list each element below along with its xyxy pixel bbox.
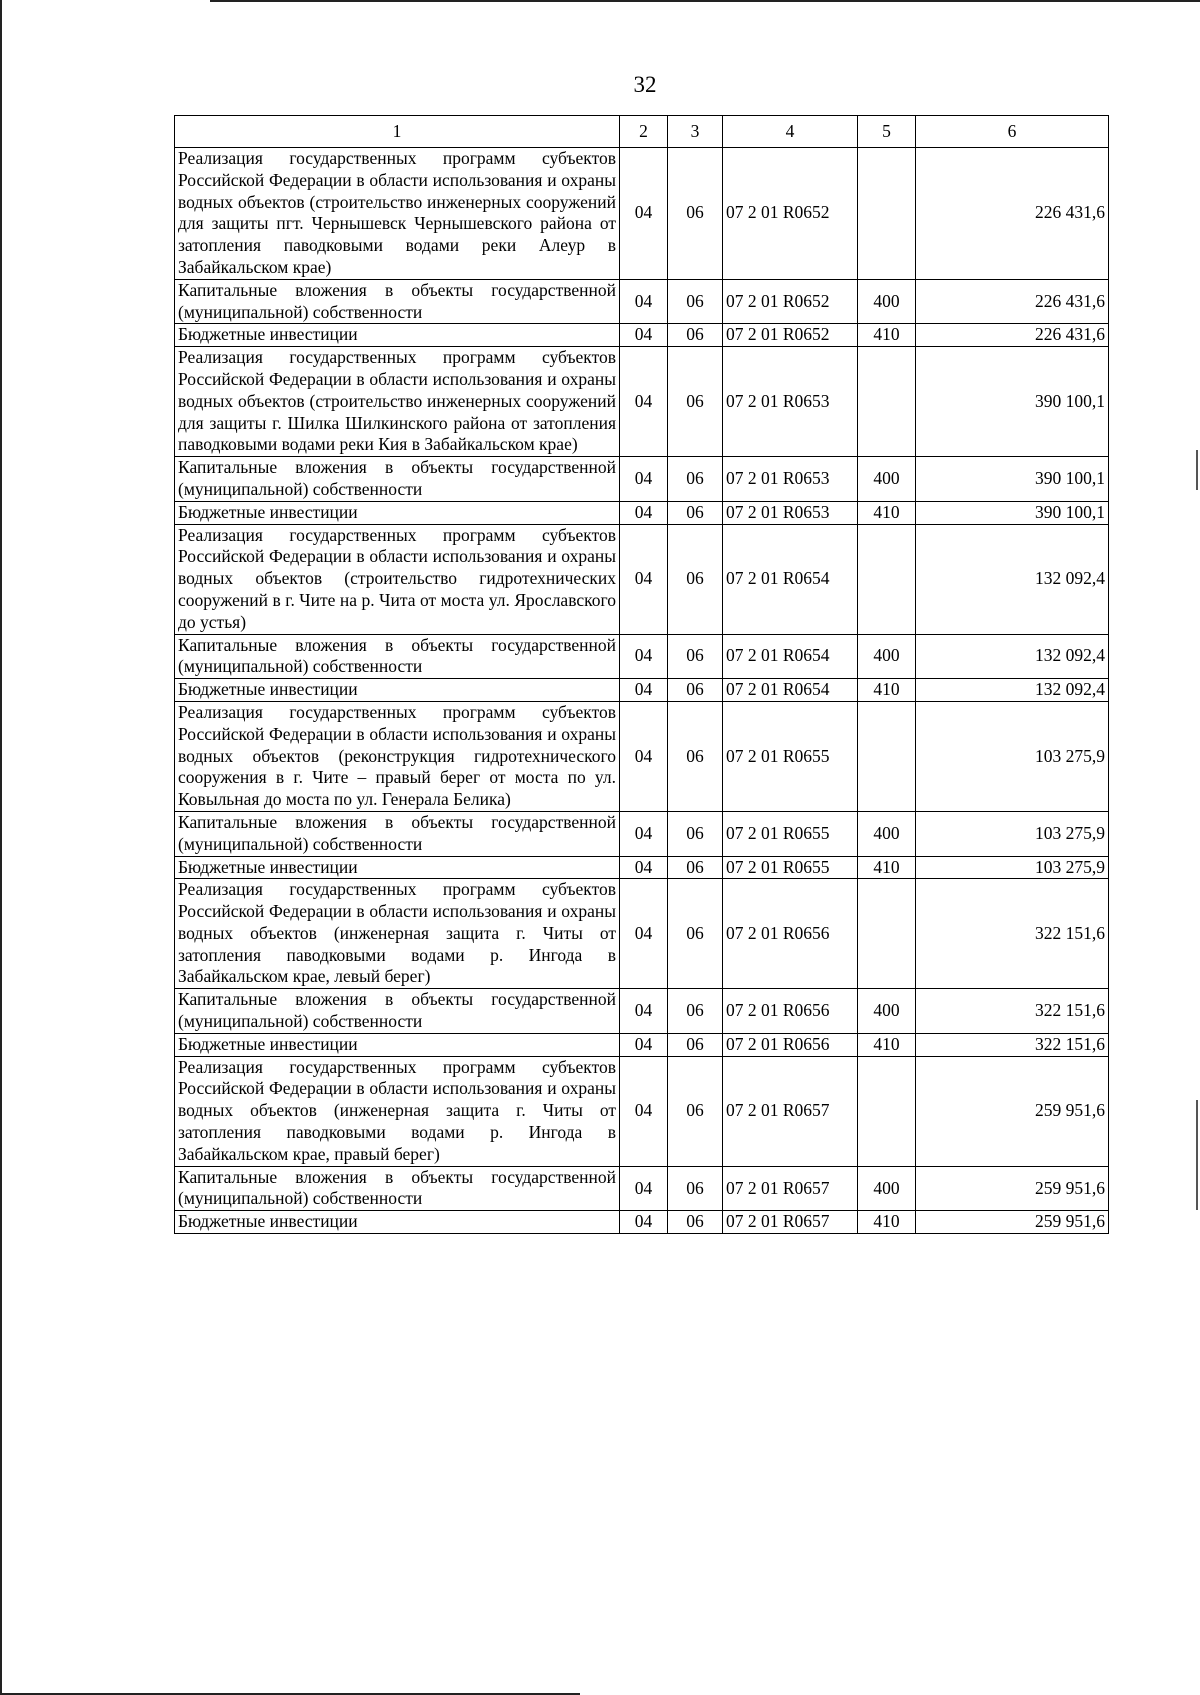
row-section-cell: 04 [620, 1056, 668, 1166]
scan-edge-left [0, 0, 2, 1695]
row-amount-cell: 103 275,9 [916, 811, 1109, 856]
row-target-code-cell: 07 2 01 R0654 [723, 524, 858, 634]
row-subsection-cell: 06 [668, 347, 723, 457]
table-row [175, 1211, 1109, 1234]
row-section-cell: 04 [620, 148, 668, 280]
row-amount-cell: 390 100,1 [916, 457, 1109, 502]
row-name-cell: Реализация государственных программ субъектов Российской Федерации в области использования и охраны водных объектов (реконструкция гидротехнического сооружения в г. Чите – правый берег от моста по ул. Ковыльная до моста по ул. Генерала Белика) [175, 701, 620, 811]
row-amount-cell: 322 151,6 [916, 989, 1109, 1034]
row-section-cell: 04 [620, 1166, 668, 1211]
row-expense-type-cell: 410 [858, 679, 916, 702]
table-body [175, 148, 1109, 1234]
row-target-code-cell: 07 2 01 R0653 [723, 347, 858, 457]
row-section-cell: 04 [620, 701, 668, 811]
row-section-cell: 04 [620, 989, 668, 1034]
row-section-cell: 04 [620, 457, 668, 502]
scan-artifact-mark [1196, 450, 1198, 490]
row-amount-cell: 132 092,4 [916, 524, 1109, 634]
row-name-cell: Капитальные вложения в объекты государственной (муниципальной) собственности [175, 634, 620, 679]
row-target-code-cell: 07 2 01 R0653 [723, 457, 858, 502]
row-section-cell: 04 [620, 879, 668, 989]
header-row [175, 116, 1109, 148]
column-header: 3 [668, 116, 723, 148]
row-subsection-cell: 06 [668, 324, 723, 347]
row-amount-cell: 322 151,6 [916, 1033, 1109, 1056]
row-name-cell: Капитальные вложения в объекты государственной (муниципальной) собственности [175, 1166, 620, 1211]
table-row [175, 634, 1109, 679]
row-subsection-cell: 06 [668, 1166, 723, 1211]
column-header: 2 [620, 116, 668, 148]
row-target-code-cell: 07 2 01 R0656 [723, 879, 858, 989]
row-amount-cell: 132 092,4 [916, 679, 1109, 702]
table-row [175, 347, 1109, 457]
row-name-cell: Бюджетные инвестиции [175, 856, 620, 879]
budget-table [174, 115, 1109, 1234]
row-section-cell: 04 [620, 856, 668, 879]
table-row [175, 148, 1109, 280]
row-name-cell: Капитальные вложения в объекты государственной (муниципальной) собственности [175, 279, 620, 324]
row-expense-type-cell: 410 [858, 1211, 916, 1234]
row-amount-cell: 390 100,1 [916, 347, 1109, 457]
row-target-code-cell: 07 2 01 R0654 [723, 634, 858, 679]
row-amount-cell: 226 431,6 [916, 279, 1109, 324]
row-amount-cell: 226 431,6 [916, 148, 1109, 280]
row-target-code-cell: 07 2 01 R0657 [723, 1056, 858, 1166]
row-subsection-cell: 06 [668, 879, 723, 989]
row-expense-type-cell: 410 [858, 856, 916, 879]
row-subsection-cell: 06 [668, 679, 723, 702]
row-amount-cell: 259 951,6 [916, 1056, 1109, 1166]
table-row [175, 701, 1109, 811]
row-name-cell: Капитальные вложения в объекты государственной (муниципальной) собственности [175, 989, 620, 1034]
row-expense-type-cell: 410 [858, 1033, 916, 1056]
row-expense-type-cell [858, 1056, 916, 1166]
row-name-cell: Бюджетные инвестиции [175, 1211, 620, 1234]
row-target-code-cell: 07 2 01 R0654 [723, 679, 858, 702]
row-amount-cell: 259 951,6 [916, 1211, 1109, 1234]
row-name-cell: Бюджетные инвестиции [175, 324, 620, 347]
row-amount-cell: 103 275,9 [916, 701, 1109, 811]
row-target-code-cell: 07 2 01 R0652 [723, 324, 858, 347]
row-section-cell: 04 [620, 324, 668, 347]
row-section-cell: 04 [620, 279, 668, 324]
table-row [175, 879, 1109, 989]
row-expense-type-cell: 400 [858, 989, 916, 1034]
table-row [175, 1166, 1109, 1211]
row-subsection-cell: 06 [668, 457, 723, 502]
row-amount-cell: 259 951,6 [916, 1166, 1109, 1211]
row-target-code-cell: 07 2 01 R0655 [723, 811, 858, 856]
row-amount-cell: 103 275,9 [916, 856, 1109, 879]
page-number: 32 [633, 72, 657, 97]
table-row [175, 279, 1109, 324]
column-header: 4 [723, 116, 858, 148]
table-row [175, 524, 1109, 634]
table-row [175, 1033, 1109, 1056]
scan-artifact-mark [1196, 1100, 1198, 1210]
row-expense-type-cell: 400 [858, 457, 916, 502]
row-amount-cell: 390 100,1 [916, 501, 1109, 524]
row-expense-type-cell: 400 [858, 634, 916, 679]
row-expense-type-cell [858, 701, 916, 811]
row-section-cell: 04 [620, 347, 668, 457]
row-name-cell: Капитальные вложения в объекты государственной (муниципальной) собственности [175, 457, 620, 502]
row-expense-type-cell: 400 [858, 1166, 916, 1211]
row-amount-cell: 226 431,6 [916, 324, 1109, 347]
row-section-cell: 04 [620, 679, 668, 702]
row-subsection-cell: 06 [668, 856, 723, 879]
row-section-cell: 04 [620, 811, 668, 856]
row-subsection-cell: 06 [668, 989, 723, 1034]
row-section-cell: 04 [620, 501, 668, 524]
row-amount-cell: 322 151,6 [916, 879, 1109, 989]
column-header: 5 [858, 116, 916, 148]
row-subsection-cell: 06 [668, 524, 723, 634]
table-row [175, 501, 1109, 524]
row-name-cell: Бюджетные инвестиции [175, 1033, 620, 1056]
row-target-code-cell: 07 2 01 R0657 [723, 1211, 858, 1234]
row-expense-type-cell [858, 524, 916, 634]
row-target-code-cell: 07 2 01 R0655 [723, 701, 858, 811]
row-name-cell: Капитальные вложения в объекты государственной (муниципальной) собственности [175, 811, 620, 856]
row-section-cell: 04 [620, 634, 668, 679]
row-expense-type-cell [858, 347, 916, 457]
row-expense-type-cell: 410 [858, 324, 916, 347]
table-row [175, 324, 1109, 347]
row-target-code-cell: 07 2 01 R0656 [723, 1033, 858, 1056]
row-target-code-cell: 07 2 01 R0655 [723, 856, 858, 879]
row-target-code-cell: 07 2 01 R0652 [723, 148, 858, 280]
column-header: 1 [175, 116, 620, 148]
table-row [175, 811, 1109, 856]
row-section-cell: 04 [620, 1033, 668, 1056]
row-expense-type-cell [858, 148, 916, 280]
table-row [175, 989, 1109, 1034]
row-expense-type-cell: 410 [858, 501, 916, 524]
table-row [175, 1056, 1109, 1166]
table-row [175, 457, 1109, 502]
row-expense-type-cell: 400 [858, 279, 916, 324]
row-name-cell: Реализация государственных программ субъектов Российской Федерации в области использования и охраны водных объектов (строительство инженерных сооружений для защиты пгт. Чернышевск Чернышевского района от затопления паводковыми водами реки Алеур в Забайкальском крае) [175, 148, 620, 280]
row-target-code-cell: 07 2 01 R0653 [723, 501, 858, 524]
row-section-cell: 04 [620, 524, 668, 634]
table-row [175, 679, 1109, 702]
row-target-code-cell: 07 2 01 R0657 [723, 1166, 858, 1211]
row-subsection-cell: 06 [668, 279, 723, 324]
row-subsection-cell: 06 [668, 1056, 723, 1166]
row-section-cell: 04 [620, 1211, 668, 1234]
column-header: 6 [916, 116, 1109, 148]
row-subsection-cell: 06 [668, 701, 723, 811]
row-expense-type-cell [858, 879, 916, 989]
row-name-cell: Реализация государственных программ субъектов Российской Федерации в области использования и охраны водных объектов (инженерная защита г. Читы от затопления паводковыми водами р. Ингода в Забайкальском крае, правый берег) [175, 1056, 620, 1166]
row-target-code-cell: 07 2 01 R0656 [723, 989, 858, 1034]
row-target-code-cell: 07 2 01 R0652 [723, 279, 858, 324]
row-subsection-cell: 06 [668, 148, 723, 280]
row-subsection-cell: 06 [668, 634, 723, 679]
row-subsection-cell: 06 [668, 811, 723, 856]
row-name-cell: Бюджетные инвестиции [175, 679, 620, 702]
row-subsection-cell: 06 [668, 501, 723, 524]
row-name-cell: Реализация государственных программ субъектов Российской Федерации в области использования и охраны водных объектов (инженерная защита г. Читы от затопления паводковыми водами р. Ингода в Забайкальском крае, левый берег) [175, 879, 620, 989]
row-subsection-cell: 06 [668, 1211, 723, 1234]
row-expense-type-cell: 400 [858, 811, 916, 856]
row-name-cell: Реализация государственных программ субъектов Российской Федерации в области использования и охраны водных объектов (строительство гидротехнических сооружений в г. Чите на р. Чита от моста ул. Ярославского до устья) [175, 524, 620, 634]
row-amount-cell: 132 092,4 [916, 634, 1109, 679]
row-name-cell: Реализация государственных программ субъектов Российской Федерации в области использования и охраны водных объектов (строительство инженерных сооружений для защиты г. Шилка Шилкинского района от затопления паводковыми водами реки Кия в Забайкальском крае) [175, 347, 620, 457]
row-name-cell: Бюджетные инвестиции [175, 501, 620, 524]
row-subsection-cell: 06 [668, 1033, 723, 1056]
table-row [175, 856, 1109, 879]
scan-edge-top [210, 0, 1200, 2]
